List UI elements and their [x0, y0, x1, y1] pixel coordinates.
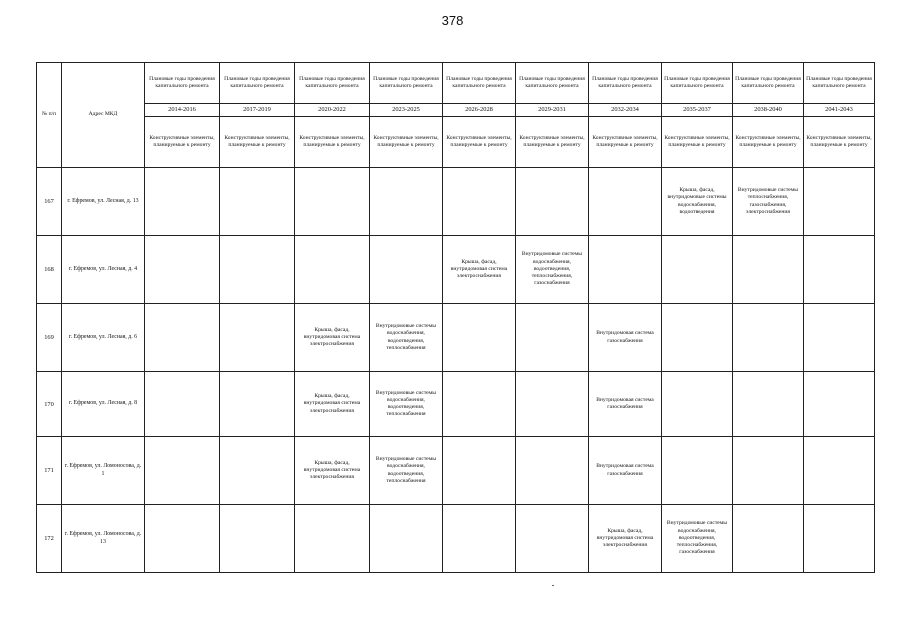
- repair-cell: [145, 304, 220, 372]
- repair-cell: Крыша, фасад, внутридомовая система электроснабжения: [295, 437, 370, 505]
- repair-cell: [443, 304, 516, 372]
- repair-cell: Внутридомовые системы водоснабжения, водоотведения, теплоснабжения: [370, 437, 443, 505]
- row-number: 171: [37, 437, 62, 505]
- repair-cell: [443, 505, 516, 573]
- repair-cell: Внутридомовая система газоснабжения: [589, 437, 662, 505]
- repair-cell: [804, 304, 875, 372]
- table-row: [37, 304, 875, 372]
- header-planned-years: Плановые годы проведения капитального ремонта: [443, 63, 516, 104]
- repair-cell: [733, 372, 804, 437]
- repair-cell: Внутридомовая система газоснабжения: [589, 304, 662, 372]
- row-address: г. Ефремов, ул. Лесная, д. 6: [62, 304, 145, 372]
- header-planned-years: Плановые годы проведения капитального ремонта: [516, 63, 589, 104]
- repair-cell: [220, 304, 295, 372]
- header-planned-years: Плановые годы проведения капитального ремонта: [220, 63, 295, 104]
- repair-cell: [370, 505, 443, 573]
- header-year-range: 2017-2019: [220, 104, 295, 117]
- repair-cell: [804, 236, 875, 304]
- repair-cell: Крыша, фасад, внутридомовая система электроснабжения: [589, 505, 662, 573]
- header-row-years: [37, 104, 875, 117]
- repair-cell: [443, 372, 516, 437]
- header-planned-years: Плановые годы проведения капитального ремонта: [145, 63, 220, 104]
- repair-cell: Внутридомовые системы теплоснабжения, газоснабжения, электроснабжения: [733, 168, 804, 236]
- repair-cell: [804, 168, 875, 236]
- repair-cell: [589, 236, 662, 304]
- header-planned-years: Плановые годы проведения капитального ремонта: [733, 63, 804, 104]
- header-planned-years: Плановые годы проведения капитального ремонта: [662, 63, 733, 104]
- repair-cell: [589, 168, 662, 236]
- repair-cell: [662, 236, 733, 304]
- repair-cell: [295, 236, 370, 304]
- scan-speck: [552, 585, 554, 586]
- repair-cell: [516, 505, 589, 573]
- header-planned-years: Плановые годы проведения капитального ремонта: [295, 63, 370, 104]
- header-elements: Конструктивные элементы, планируемые к ремонту: [589, 117, 662, 168]
- repair-plan-table: [36, 62, 875, 573]
- row-number: 167: [37, 168, 62, 236]
- header-year-range: 2020-2022: [295, 104, 370, 117]
- repair-cell: [145, 168, 220, 236]
- repair-cell: [733, 304, 804, 372]
- repair-cell: Крыша, фасад, внутридомовая система электроснабжения: [295, 304, 370, 372]
- header-elements: Конструктивные элементы, планируемые к ремонту: [516, 117, 589, 168]
- repair-cell: [145, 372, 220, 437]
- header-year-range: 2023-2025: [370, 104, 443, 117]
- header-year-range: 2035-2037: [662, 104, 733, 117]
- repair-cell: [220, 372, 295, 437]
- repair-cell: [370, 168, 443, 236]
- repair-cell: Крыша, фасад, внутридомовые системы водоснабжения, водоотведения: [662, 168, 733, 236]
- row-number: 170: [37, 372, 62, 437]
- repair-cell: [145, 437, 220, 505]
- repair-cell: [733, 437, 804, 505]
- repair-cell: Внутридомовая система газоснабжения: [589, 372, 662, 437]
- repair-cell: [662, 437, 733, 505]
- repair-cell: Внутридомовые системы водоснабжения, водоотведения, теплоснабжения, газоснабжения: [662, 505, 733, 573]
- repair-cell: [662, 304, 733, 372]
- table-row: [37, 168, 875, 236]
- header-address: Адрес МКД: [62, 63, 145, 168]
- header-planned-years: Плановые годы проведения капитального ремонта: [804, 63, 875, 104]
- table-row: [37, 437, 875, 505]
- header-elements: Конструктивные элементы, планируемые к ремонту: [145, 117, 220, 168]
- repair-cell: [295, 505, 370, 573]
- repair-cell: Внутридомовые системы водоснабжения, водоотведения, теплоснабжения, газоснабжения: [516, 236, 589, 304]
- repair-cell: [516, 437, 589, 505]
- repair-cell: [804, 505, 875, 573]
- header-elements: Конструктивные элементы, планируемые к ремонту: [804, 117, 875, 168]
- header-elements: Конструктивные элементы, планируемые к ремонту: [662, 117, 733, 168]
- repair-cell: Внутридомовые системы водоснабжения, водоотведения, теплоснабжения: [370, 372, 443, 437]
- header-elements: Конструктивные элементы, планируемые к ремонту: [443, 117, 516, 168]
- header-row-planned: [37, 63, 875, 104]
- row-address: г. Ефремов, ул. Лесная, д. 8: [62, 372, 145, 437]
- header-year-range: 2041-2043: [804, 104, 875, 117]
- repair-cell: [443, 437, 516, 505]
- header-elements: Конструктивные элементы, планируемые к ремонту: [220, 117, 295, 168]
- repair-cell: [516, 168, 589, 236]
- repair-cell: [220, 236, 295, 304]
- repair-cell: [733, 505, 804, 573]
- repair-cell: [220, 437, 295, 505]
- row-address: г. Ефремов, ул. Лесная, д. 13: [62, 168, 145, 236]
- repair-cell: [516, 372, 589, 437]
- header-year-range: 2026-2028: [443, 104, 516, 117]
- table-row: [37, 236, 875, 304]
- table-row: [37, 372, 875, 437]
- header-planned-years: Плановые годы проведения капитального ремонта: [589, 63, 662, 104]
- repair-cell: [370, 236, 443, 304]
- header-year-range: 2038-2040: [733, 104, 804, 117]
- repair-cell: [804, 437, 875, 505]
- row-address: г. Ефремов, ул. Лесная, д. 4: [62, 236, 145, 304]
- repair-cell: [220, 168, 295, 236]
- repair-cell: [443, 168, 516, 236]
- repair-cell: [804, 372, 875, 437]
- repair-cell: [295, 168, 370, 236]
- header-year-range: 2014-2016: [145, 104, 220, 117]
- repair-cell: Крыша, фасад, внутридомовая система электроснабжения: [443, 236, 516, 304]
- row-address: г. Ефремов, ул. Ломоносова, д. 13: [62, 505, 145, 573]
- header-number: № п/п: [37, 63, 62, 168]
- repair-cell: [220, 505, 295, 573]
- repair-cell: Внутридомовые системы водоснабжения, водоотведения, теплоснабжения: [370, 304, 443, 372]
- repair-cell: Крыша, фасад, внутридомовая система электроснабжения: [295, 372, 370, 437]
- header-row-elements: [37, 117, 875, 168]
- header-elements: Конструктивные элементы, планируемые к ремонту: [295, 117, 370, 168]
- row-number: 168: [37, 236, 62, 304]
- repair-cell: [662, 372, 733, 437]
- header-elements: Конструктивные элементы, планируемые к ремонту: [733, 117, 804, 168]
- table-row: [37, 505, 875, 573]
- row-number: 169: [37, 304, 62, 372]
- repair-cell: [733, 236, 804, 304]
- repair-cell: [145, 505, 220, 573]
- row-address: г. Ефремов, ул. Ломоносова, д. 1: [62, 437, 145, 505]
- repair-cell: [145, 236, 220, 304]
- row-number: 172: [37, 505, 62, 573]
- header-year-range: 2029-2031: [516, 104, 589, 117]
- page-number: 378: [441, 13, 464, 28]
- header-elements: Конструктивные элементы, планируемые к ремонту: [370, 117, 443, 168]
- header-planned-years: Плановые годы проведения капитального ремонта: [370, 63, 443, 104]
- header-year-range: 2032-2034: [589, 104, 662, 117]
- repair-cell: [516, 304, 589, 372]
